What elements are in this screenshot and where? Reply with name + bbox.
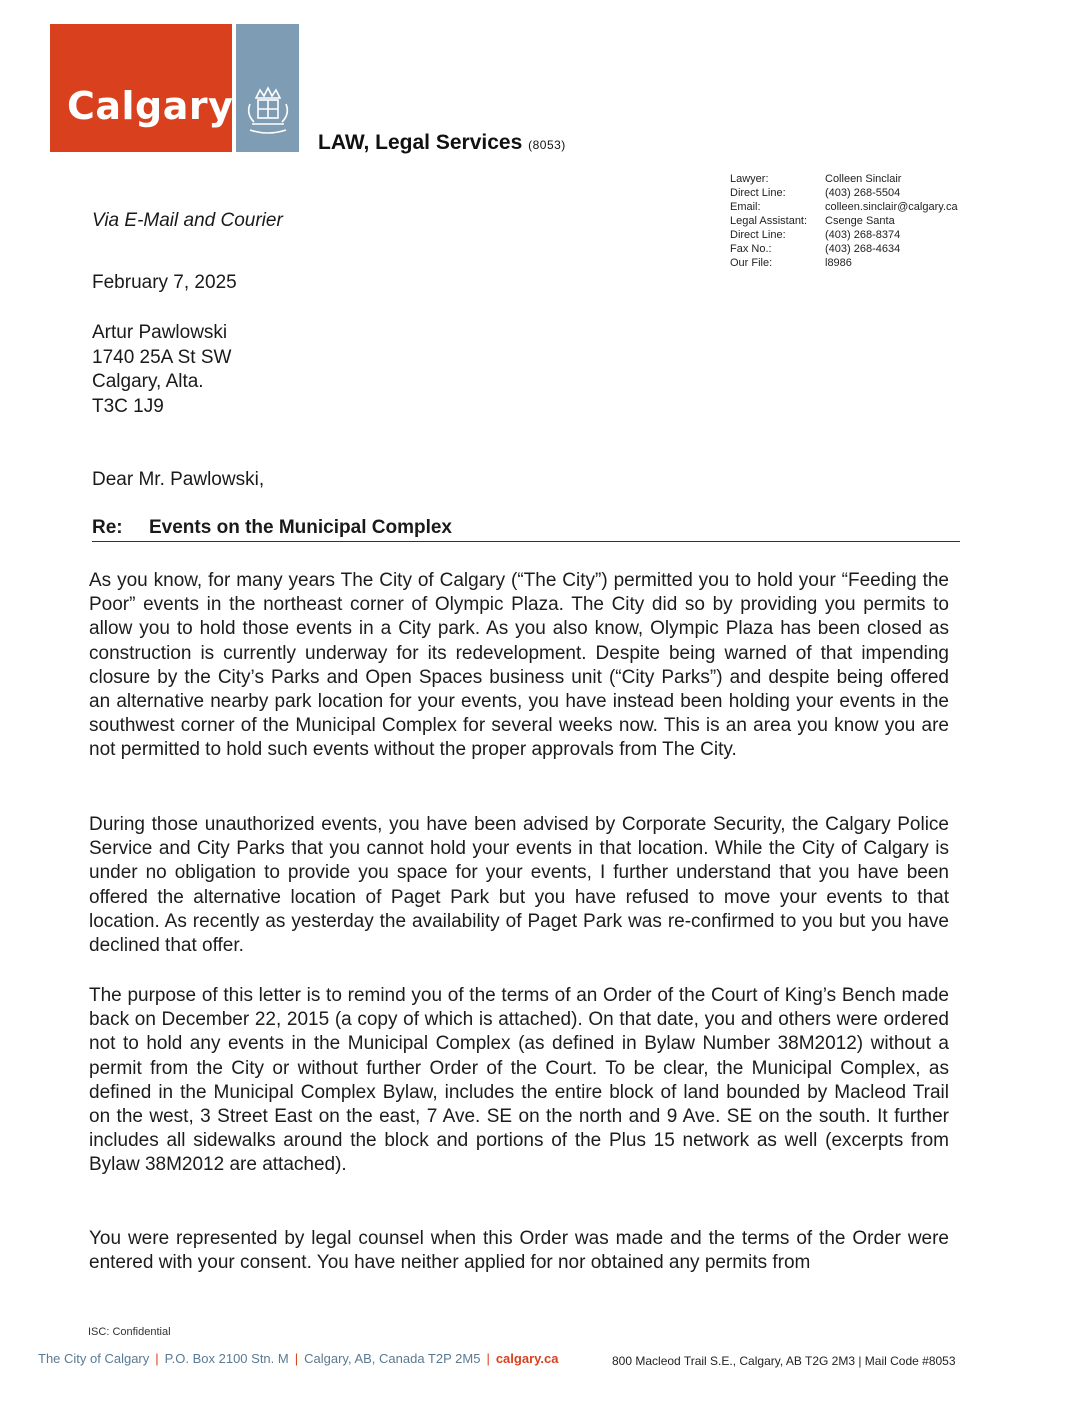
department-heading <box>318 131 566 155</box>
subject-text: Events on the Municipal Complex <box>149 517 452 538</box>
footer-website-link[interactable]: calgary.ca <box>495 1351 559 1366</box>
contact-row: Lawyer: Colleen Sinclair <box>730 173 902 185</box>
recipient-address <box>92 321 231 419</box>
letter-date: February 7, 2025 <box>92 272 237 293</box>
recipient-city: Calgary, Alta. <box>92 371 204 392</box>
footer-city-info <box>38 1351 558 1366</box>
footer-divider: | <box>155 1351 159 1366</box>
logo-wordmark: Calgary <box>67 84 234 128</box>
subject-label: Re: <box>92 517 123 538</box>
city-crest-icon <box>242 84 294 142</box>
delivery-method: Via E-Mail and Courier <box>92 210 283 231</box>
department-name: LAW, Legal Services <box>318 131 523 154</box>
subject-line <box>92 517 452 539</box>
recipient-name: Artur Pawlowski <box>92 322 228 343</box>
crest-panel <box>236 24 299 152</box>
footer-org: The City of Calgary <box>38 1351 150 1366</box>
contact-row: Fax No.: (403) 268-4634 <box>730 243 901 255</box>
subject-underline <box>92 541 960 542</box>
footer-address: 800 Macleod Trail S.E., Calgary, AB T2G 2M3 | Mail Code #8053 <box>612 1354 956 1368</box>
body-paragraph: The purpose of this letter is to remind you of the terms of an Order of the Court of King’s Bench made back on December 22, 2015 (a copy of which is attached). On that date, you and others were ordered not to hold any events in the Municipal Complex (as defined in Bylaw Number 38M2012) without a permit from the City or without further Order of the Court. To be clear, the Municipal Complex, as defined in the Municipal Complex Bylaw, includes the entire block of land bounded by Macleod Trail on the west, 3 Street East on the east, 7 Ave. SE on the north and 9 Ave. SE on the south. It further includes all sidewalks around the block and portions of the Plus 15 network as well (excerpts from Bylaw 38M2012 are attached). <box>89 985 949 1176</box>
contact-row: Our File: l8986 <box>730 257 852 269</box>
footer-po: P.O. Box 2100 Stn. M <box>164 1351 289 1366</box>
contact-block <box>730 172 958 270</box>
recipient-street: 1740 25A St SW <box>92 346 232 368</box>
body-paragraph: You were represented by legal counsel when this Order was made and the terms of the Order were entered with your consent. You have neither applied for nor obtained any permits from <box>89 1228 949 1274</box>
contact-row: Direct Line: (403) 268-8374 <box>730 229 901 241</box>
contact-row: Email: colleen.sinclair@calgary.ca <box>730 201 958 213</box>
department-code: (8053) <box>528 138 566 152</box>
calgary-logo <box>50 24 232 152</box>
contact-row: Direct Line: (403) 268-5504 <box>730 187 901 199</box>
footer-divider: | <box>486 1351 490 1366</box>
salutation: Dear Mr. Pawlowski, <box>92 469 265 490</box>
body-paragraph: During those unauthorized events, you have been advised by Corporate Security, the Calgary Police Service and City Parks that you cannot hold your events in that location. While the City of Calgary is under no obligation to provide you space for your events, I further understand that you have been offered the alternative location of Paget Park but you have refused to move your events to that location. As recently as yesterday the availability of Paget Park was re-confirmed to you but you have declined that offer. <box>89 814 949 957</box>
contact-row: Legal Assistant: Csenge Santa <box>730 215 895 227</box>
recipient-postal: T3C 1J9 <box>92 395 164 417</box>
classification-label: ISC: Confidential <box>88 1326 171 1338</box>
footer-divider: | <box>294 1351 299 1366</box>
body-paragraph: As you know, for many years The City of Calgary (“The City”) permitted you to hold your “Feeding the Poor” events in the northeast corner of Olympic Plaza. The City did so by providing you permits to allow you to hold those events in a City park. As you also know, Olympic Plaza has been closed as construction is currently underway for its redevelopment. Despite being warned of that impending closure by the City’s Parks and Open Spaces business unit (“City Parks”) and despite being offered an alternative nearby park location for your events, you have instead been holding your events in the southwest corner of the Municipal Complex for several weeks now. This is an area you know you are not permitted to hold such events without the proper approvals from The City. <box>89 570 949 761</box>
footer-city: Calgary, AB, Canada T2P 2M5 <box>304 1351 481 1366</box>
